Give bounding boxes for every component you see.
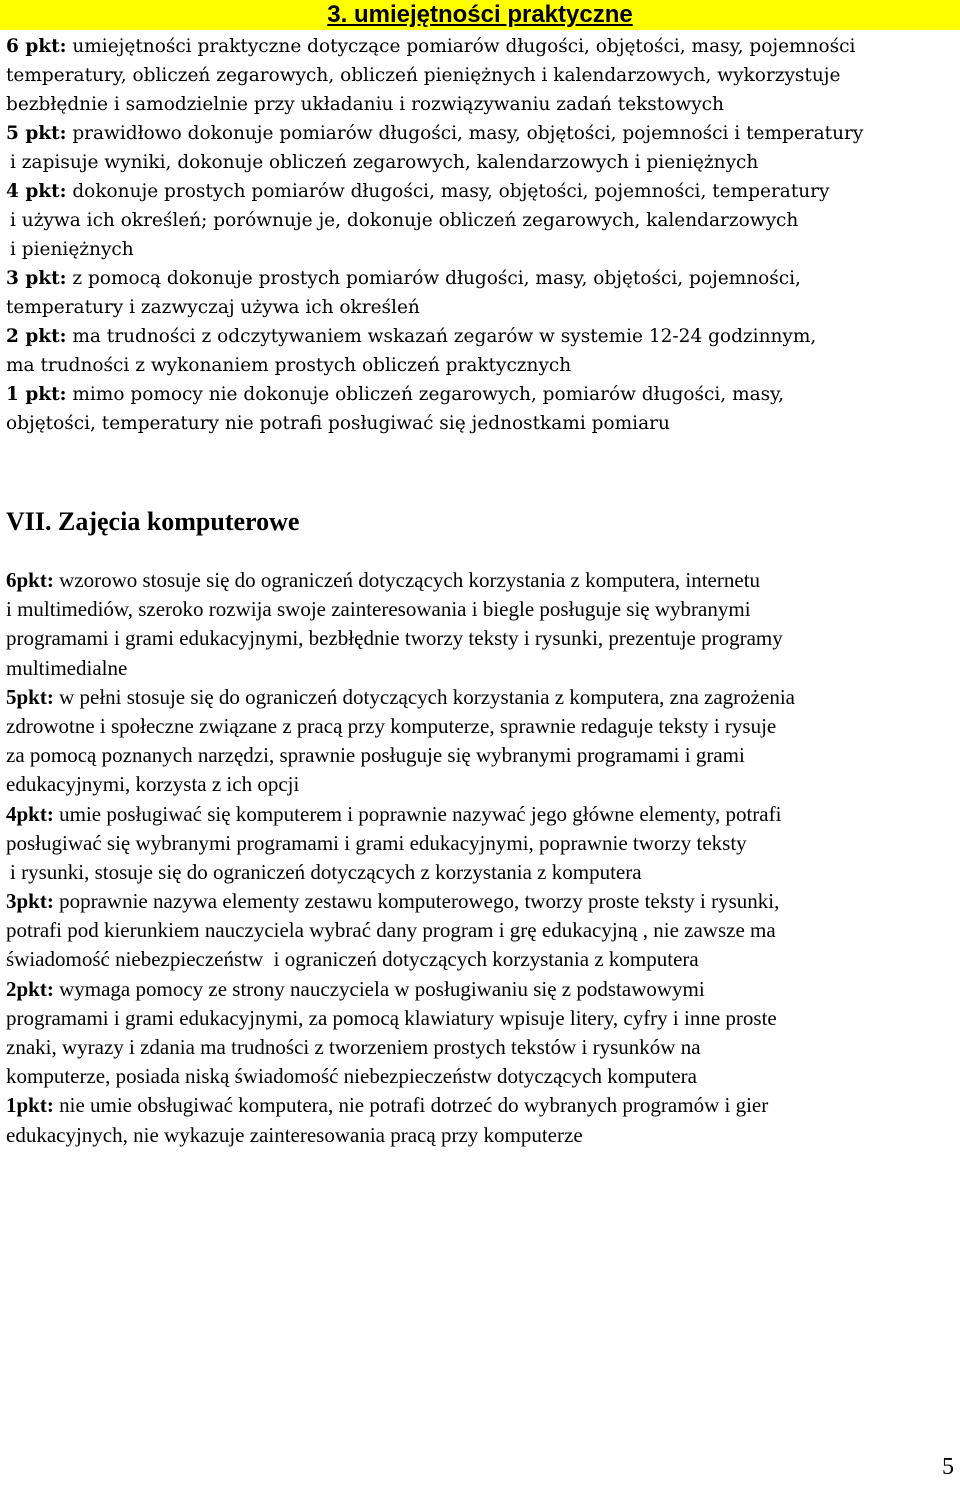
text-line [6,945,958,974]
line-text: i multimediów, szeroko rozwija swoje zainteresowania i biegle posługuje się wybranymi [6,597,751,622]
text-line [6,1121,958,1150]
text-line [6,32,958,61]
line-text: nie umie obsługiwać komputera, nie potrafi dotrzeć do wybranych programów i gier [53,1093,769,1118]
grade-label: 3 pkt: [6,268,67,289]
text-line [6,148,958,177]
grade-label: 4pkt: [6,801,54,826]
line-text: wzorowo stosuje się do ograniczeń dotyczących korzystania z komputera, internetu [53,568,761,592]
text-line [6,683,958,712]
grade-label: 2 pkt: [6,326,67,347]
text-line [6,293,958,322]
line-text: umiejętności praktyczne dotyczące pomiarów długości, objętości, masy, pojemności [66,36,856,57]
text-line [6,770,958,799]
line-text: za pomocą poznanych narzędzi, sprawnie posługuje się wybranymi programami i grami [6,743,745,768]
page-number: 5 [942,1454,954,1480]
line-text: programami i grami edukacyjnymi, za pomocą klawiatury wpisuje litery, cyfry i inne proste [6,1005,777,1030]
line-text: temperatury, obliczeń zegarowych, obliczeń pieniężnych i kalendarzowych, wykorzystuje [6,65,841,86]
line-text: z pomocą dokonuje prostych pomiarów długości, masy, objętości, pojemności, [66,268,801,289]
line-text: objętości, temperatury nie potrafi posługiwać się jednostkami pomiaru [6,413,670,434]
line-text: w pełni stosuje się do ograniczeń dotyczących korzystania z komputera, zna zagrożenia [53,684,795,709]
text-line [6,829,958,858]
line-text: i rysunki, stosuje się do ograniczeń dotyczących z korzystania z komputera [10,859,642,884]
grade-label: 6 pkt: [6,36,67,57]
grade-label: 5pkt: [6,684,54,709]
line-text: komputerze, posiada niską świadomość niebezpieczeństw dotyczących komputera [6,1064,698,1089]
grade-label: 1 pkt: [6,384,67,405]
line-text: temperatury i zazwyczaj używa ich określeń [6,297,420,318]
text-line [6,119,958,148]
line-text: posługiwać się wybranymi programami i grami edukacyjnymi, poprawnie tworzy teksty [6,830,747,855]
text-line [6,351,958,380]
grade-label: 6pkt: [6,568,54,592]
line-text: bezbłędnie i samodzielnie przy układaniu i rozwiązywaniu zadań tekstowych [6,94,724,115]
text-line [6,624,958,653]
line-text: mimo pomocy nie dokonuje obliczeń zegarowych, pomiarów długości, masy, [66,384,785,405]
text-line [6,61,958,90]
grade-label: 2pkt: [6,976,54,1001]
section-7-body [6,566,958,1150]
grade-label: 5 pkt: [6,123,67,144]
text-line [6,975,958,1004]
grade-label: 4 pkt: [6,181,67,202]
text-line [6,741,958,770]
text-line [6,90,958,119]
line-text: dokonuje prostych pomiarów długości, masy, objętości, pojemności, temperatury [66,181,830,202]
text-line [6,264,958,293]
grade-label: 1pkt: [6,1093,54,1118]
line-text: edukacyjnymi, korzysta z ich opcji [6,772,300,797]
line-text: i pieniężnych [10,239,134,260]
text-line [6,235,958,264]
text-line [6,1004,958,1033]
line-text: świadomość niebezpieczeństw i ograniczeń dotyczących korzystania z komputera [6,947,699,972]
text-line [6,206,958,235]
line-text: poprawnie nazywa elementy zestawu komputerowego, tworzy proste teksty i rysunki, [53,889,780,914]
text-line [6,595,958,624]
text-line [6,322,958,351]
text-line [6,1033,958,1062]
line-text: potrafi pod kierunkiem nauczyciela wybrać dany program i grę edukacyjną , nie zawsze ma [6,918,776,943]
text-line [6,916,958,945]
text-line [6,566,958,595]
line-text: znaki, wyrazy i zdania ma trudności z tworzeniem prostych tekstów i rysunków na [6,1035,701,1059]
line-text: edukacyjnych, nie wykazuje zainteresowania pracą przy komputerze [6,1122,583,1147]
section-7-heading: VII. Zajęcia komputerowe [6,507,300,536]
grade-label: 3pkt: [6,889,54,914]
line-text: umie posługiwać się komputerem i poprawnie nazywać jego główne elementy, potrafi [53,801,782,826]
line-text: wymaga pomocy ze strony nauczyciela w posługiwaniu się z podstawowymi [53,976,705,1001]
text-line [6,858,958,887]
line-text: i zapisuje wyniki, dokonuje obliczeń zegarowych, kalendarzowych i pieniężnych [10,152,759,173]
text-line [6,409,958,438]
line-text: ma trudności z wykonaniem prostych obliczeń praktycznych [6,355,572,376]
line-text: multimedialne [6,655,128,680]
text-line [6,887,958,916]
section-3-body [6,32,958,438]
line-text: programami i grami edukacyjnymi, bezbłędnie tworzy teksty i rysunki, prezentuje programy [6,626,783,651]
section-3-heading [0,0,960,30]
text-line [6,654,958,683]
line-text: i używa ich określeń; porównuje je, dokonuje obliczeń zegarowych, kalendarzowych [10,210,799,231]
section-3-heading-text: 3. umiejętności praktyczne [327,1,633,28]
text-line [6,800,958,829]
text-line [6,177,958,206]
text-line [6,1091,958,1120]
text-line [6,380,958,409]
line-text: prawidłowo dokonuje pomiarów długości, masy, objętości, pojemności i temperatury [66,123,864,144]
text-line [6,1062,958,1091]
line-text: ma trudności z odczytywaniem wskazań zegarów w systemie 12-24 godzinnym, [66,326,817,347]
line-text: zdrowotne i społeczne związane z pracą przy komputerze, sprawnie redaguje teksty i rysuje [6,713,777,738]
text-line [6,712,958,741]
